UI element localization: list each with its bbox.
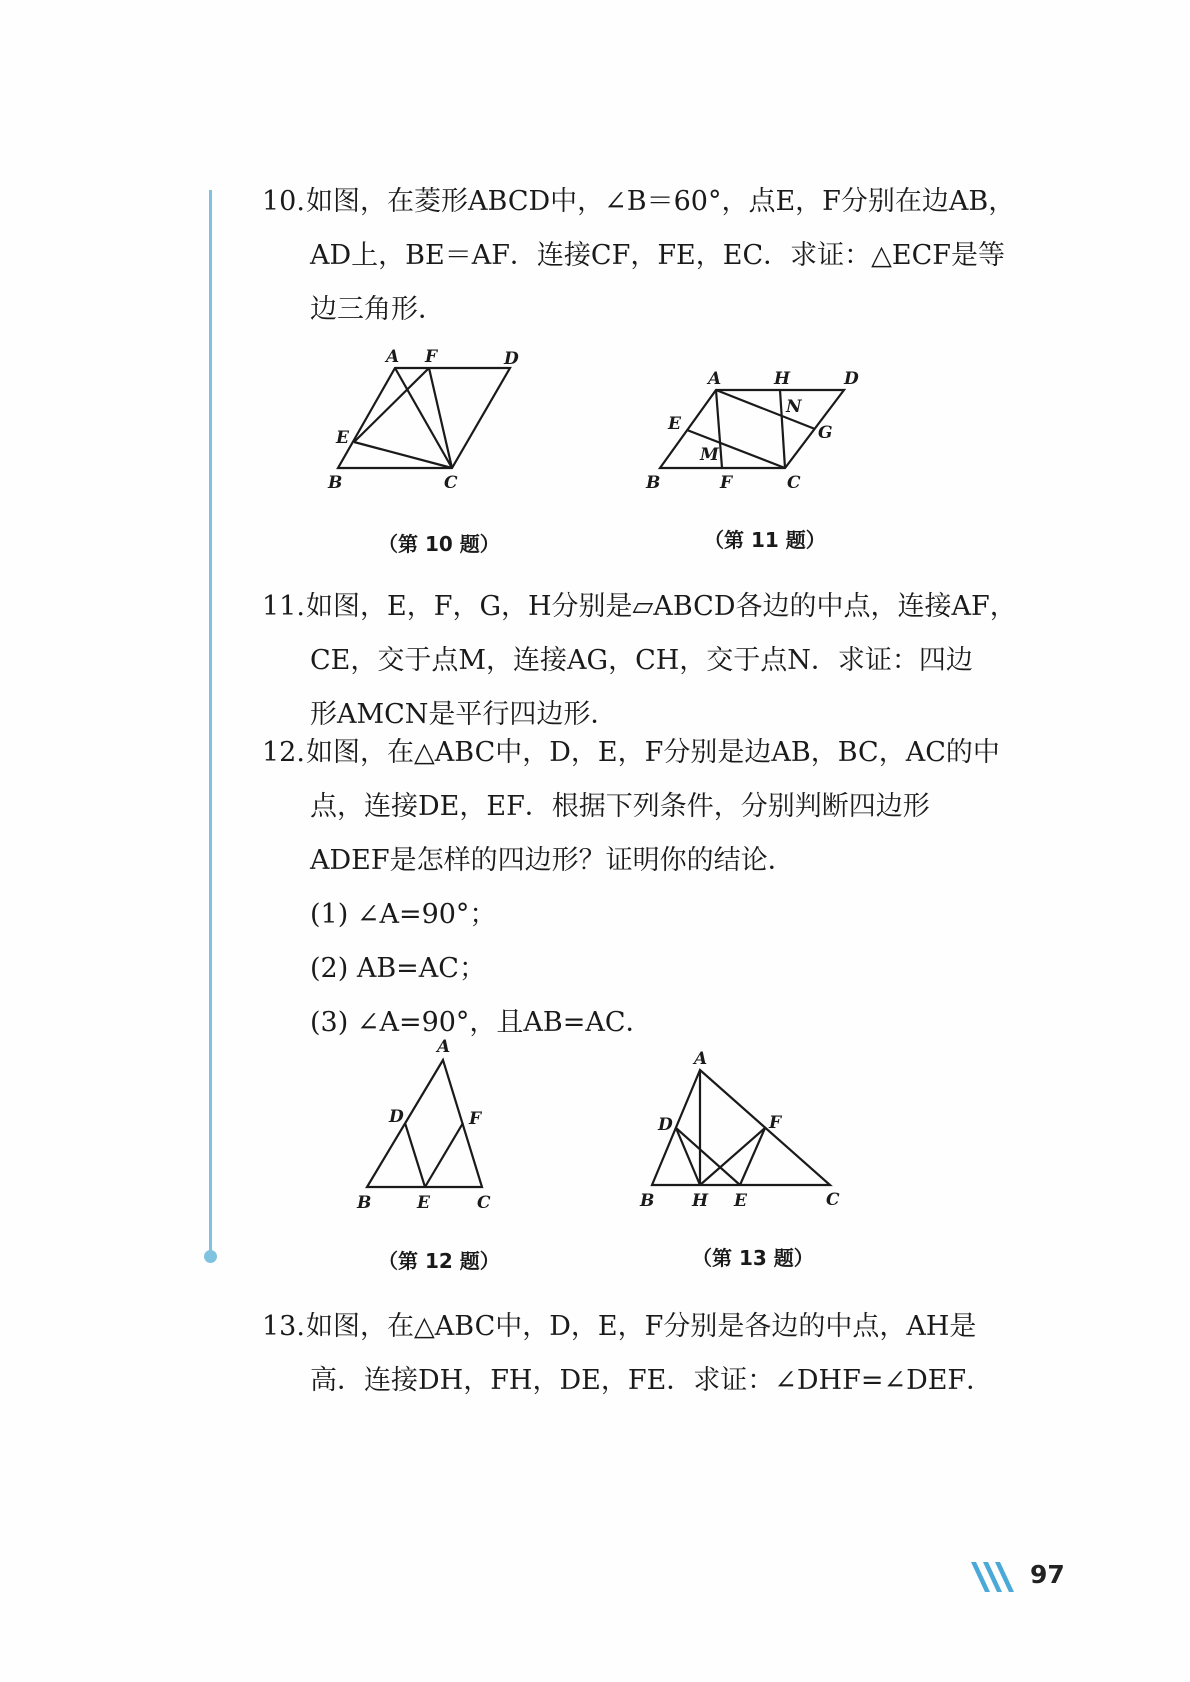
figure-12-diagram	[345, 1030, 535, 1220]
page-number-decoration	[978, 1562, 1014, 1596]
figure-10-diagram	[320, 340, 560, 510]
page-number: 97	[1030, 1560, 1065, 1589]
point-label: F	[469, 1109, 482, 1129]
figure-12-caption: （第 12 题）	[378, 1249, 500, 1273]
problem-text: 如图，在△ABC中，D，E，F分别是边AB，BC，AC的中	[306, 737, 1000, 768]
triangle-abc	[367, 1060, 482, 1187]
point-label: N	[786, 397, 802, 417]
figure-11-diagram	[640, 360, 880, 530]
point-label: E	[336, 428, 349, 448]
point-label: F	[720, 473, 733, 493]
figure-12	[345, 1030, 535, 1220]
point-label: D	[844, 369, 859, 389]
problem-12-option-3: (3) ∠A=90°，且AB=AC．	[310, 1007, 653, 1038]
point-label: H	[692, 1191, 709, 1211]
problem-number: 11.	[262, 591, 305, 622]
margin-rule	[209, 190, 212, 1256]
point-label: B	[646, 473, 661, 493]
segment-ef	[425, 1123, 463, 1187]
point-label: M	[700, 445, 719, 465]
segment-de	[676, 1128, 740, 1185]
segment-de	[405, 1123, 425, 1187]
margin-rule-dot	[204, 1250, 217, 1263]
point-label: D	[504, 349, 519, 369]
problem-text: 如图，在△ABC中，D，E，F分别是各边的中点，AH是	[306, 1311, 977, 1342]
problem-text: 如图，E，F，G，H分别是▱ABCD各边的中点，连接AF，	[306, 591, 1017, 622]
problem-text: AD上，BE＝AF．连接CF，FE，EC．求证：△ECF是等	[310, 240, 1005, 271]
problem-text: 点，连接DE，EF．根据下列条件，分别判断四边形	[310, 791, 930, 822]
segment-dh	[676, 1128, 700, 1185]
figure-13-diagram	[630, 1040, 860, 1220]
point-label: A	[708, 369, 722, 389]
problem-text: 如图，在菱形ABCD中，∠B＝60°，点E，F分别在边AB，	[306, 186, 1016, 217]
problem-12-option-1: (1) ∠A=90°；	[310, 899, 497, 930]
problem-number: 12.	[262, 737, 305, 768]
point-label: C	[787, 473, 801, 493]
point-label: A	[437, 1037, 451, 1057]
point-label: A	[694, 1049, 708, 1069]
point-label: C	[477, 1193, 491, 1213]
problem-text: 边三角形．	[310, 294, 445, 325]
point-label: F	[425, 347, 438, 367]
problem-text: CE，交于点M，连接AG，CH，交于点N．求证：四边	[310, 645, 973, 676]
triangle-abc	[652, 1070, 830, 1185]
segment-fh	[700, 1128, 765, 1185]
point-label: B	[640, 1191, 655, 1211]
problem-12	[262, 726, 1032, 1050]
segment-ch	[780, 390, 785, 468]
point-label: D	[389, 1107, 404, 1127]
point-label: B	[328, 473, 343, 493]
figure-13-caption: （第 13 题）	[692, 1246, 814, 1270]
segment-fe	[740, 1128, 765, 1185]
point-label: A	[386, 347, 400, 367]
problem-12-option-2: (2) AB=AC；	[310, 953, 486, 984]
segment-cf	[429, 368, 452, 468]
point-label: C	[826, 1190, 840, 1210]
figure-11	[640, 360, 880, 530]
problem-13	[262, 1300, 1032, 1408]
point-label: C	[444, 473, 458, 493]
figure-10-caption: （第 10 题）	[378, 532, 500, 556]
point-label: F	[769, 1113, 782, 1133]
point-label: E	[734, 1191, 747, 1211]
segment-fe	[354, 368, 429, 442]
segment-ac	[395, 368, 452, 468]
figure-11-caption: （第 11 题）	[704, 528, 826, 552]
problem-number: 10.	[262, 186, 305, 217]
point-label: H	[774, 369, 791, 389]
problem-number: 13.	[262, 1311, 305, 1342]
figure-10	[320, 340, 560, 510]
point-label: G	[818, 423, 833, 443]
problem-text: ADEF是怎样的四边形？证明你的结论．	[310, 845, 795, 876]
problem-text: 形AMCN是平行四边形．	[310, 699, 618, 730]
segment-ce	[354, 442, 452, 468]
point-label: E	[417, 1193, 430, 1213]
point-label: E	[668, 414, 681, 434]
problem-text: 高．连接DH，FH，DE，FE．求证：∠DHF=∠DEF．	[310, 1365, 994, 1396]
figure-13	[630, 1040, 860, 1220]
problem-11	[262, 580, 1032, 742]
point-label: B	[357, 1193, 372, 1213]
point-label: D	[658, 1115, 673, 1135]
problem-10	[262, 175, 1032, 337]
